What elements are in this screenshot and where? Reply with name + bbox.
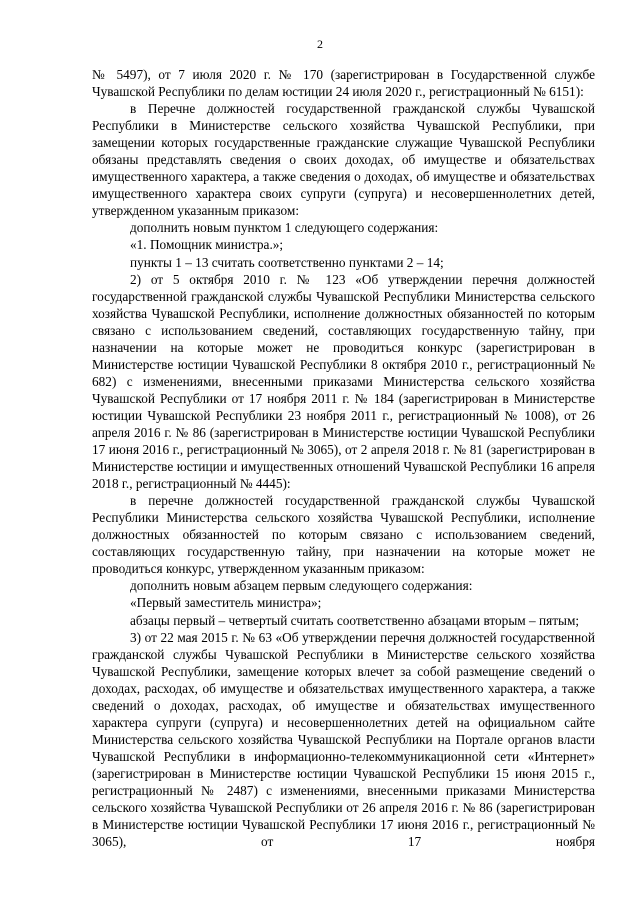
paragraph-renumber-items: пункты 1 – 13 считать соответственно пунктами 2 – 14; [130,254,444,270]
paragraph-perechen-secret: в перечне должностей государственной гражданской службы Чувашской Республики Министерства сельского хозяйства Чувашской Республики, исполнение должностных обязанностей по которым связано с использованием сведений, составляющих государственную тайну, при назначении на которые может не проводиться конкурс, утвержденном указанным приказом: [92,493,595,577]
paragraph-perechen-amendment: в Перечне должностей государственной гражданской службы Чувашской Республики в Министерстве сельского хозяйства Чувашской Республики, при замещении которых государственные гражданские служащие Чувашской Республики обязаны представлять сведения о своих доходах, об имуществе и обязательствах имущественного характера, а также сведения о доходах, об имуществе и обязательствах имущественного характера своих супруги (супруга) и несовершеннолетних детей, утвержденном указанным приказом: [92,101,595,219]
paragraph-order-123: 2) от 5 октября 2010 г. № 123 «Об утверждении перечня должностей государственной гражданской службы Чувашской Республики Министерства сельского хозяйства Чувашской Республики, исполнение должностных обязанностей по которым связано с использованием сведений, составляющих государственную тайну, при назначении на которые может не проводиться конкурс (зарегистрирован в Министерстве юстиции Чувашской Республики 8 октября 2010 г., регистрационный № 682) с изменениями, внесенными приказами Министерства сельского хозяйства Чувашской Республики от 17 ноября 2011 г. № 184 (зарегистрирован в Министерстве юстиции Чувашской Республики 23 ноября 2011 г., регистрационный № 1008), от 26 апреля 2016 г. № 86 (зарегистрирован в Министерстве юстиции Чувашской Республики 17 июня 2016 г., регистрационный № 3065), от 2 апреля 2018 г. № 81 (зарегистрирован в Министерстве юстиции и имущественных отношений Чувашской Республики 16 апреля 2018 г., регистрационный № 4445): [92,271,595,492]
paragraph-new-item-text: «1. Помощник министра.»; [130,237,284,253]
paragraph-renumber-abzacs: абзацы первый – четвертый считать соответственно абзацами вторым – пятым; [130,612,580,628]
paragraph-first-deputy: «Первый заместитель министра»; [130,595,322,611]
paragraph-order-63: 3) от 22 мая 2015 г. № 63 «Об утверждении перечня должностей государственной гражданской службы Чувашской Республики в Министерстве сельского хозяйства Чувашской Республики, замещение которых влечет за собой размещение сведений о доходах, расходах, об имуществе и обязательствах имущественного характера, а также сведений о доходах, расходах, об имуществе и обязательствах имущественного характера супруги (супруга) и несовершеннолетних детей на официальном сайте Министерства сельского хозяйства Чувашской Республики на Портале органов власти Чувашской Республики в информационно-телекоммуникационной сети «Интернет» (зарегистрирован в Министерстве юстиции Чувашской Республики 15 июня 2015 г., регистрационный № 2487) с изменениями, внесенными приказами Министерства сельского хозяйства Чувашской Республики от 26 апреля 2016 г. № 86 (зарегистрирован в Министерстве юстиции Чувашской Республики 17 июня 2016 г., регистрационный № 3065), от 17 ноября [92,629,595,850]
paragraph-continuation: № 5497), от 7 июля 2020 г. № 170 (зарегистрирован в Государственной службе Чувашской Республики по делам юстиции 24 июля 2020 г., регистрационный № 6151): [92,67,595,100]
document-body [92,66,595,850]
paragraph-add-item: дополнить новым пунктом 1 следующего содержания: [130,220,439,236]
paragraph-add-first-abzac: дополнить новым абзацем первым следующего содержания: [130,578,473,594]
page-number: 2 [317,37,323,51]
